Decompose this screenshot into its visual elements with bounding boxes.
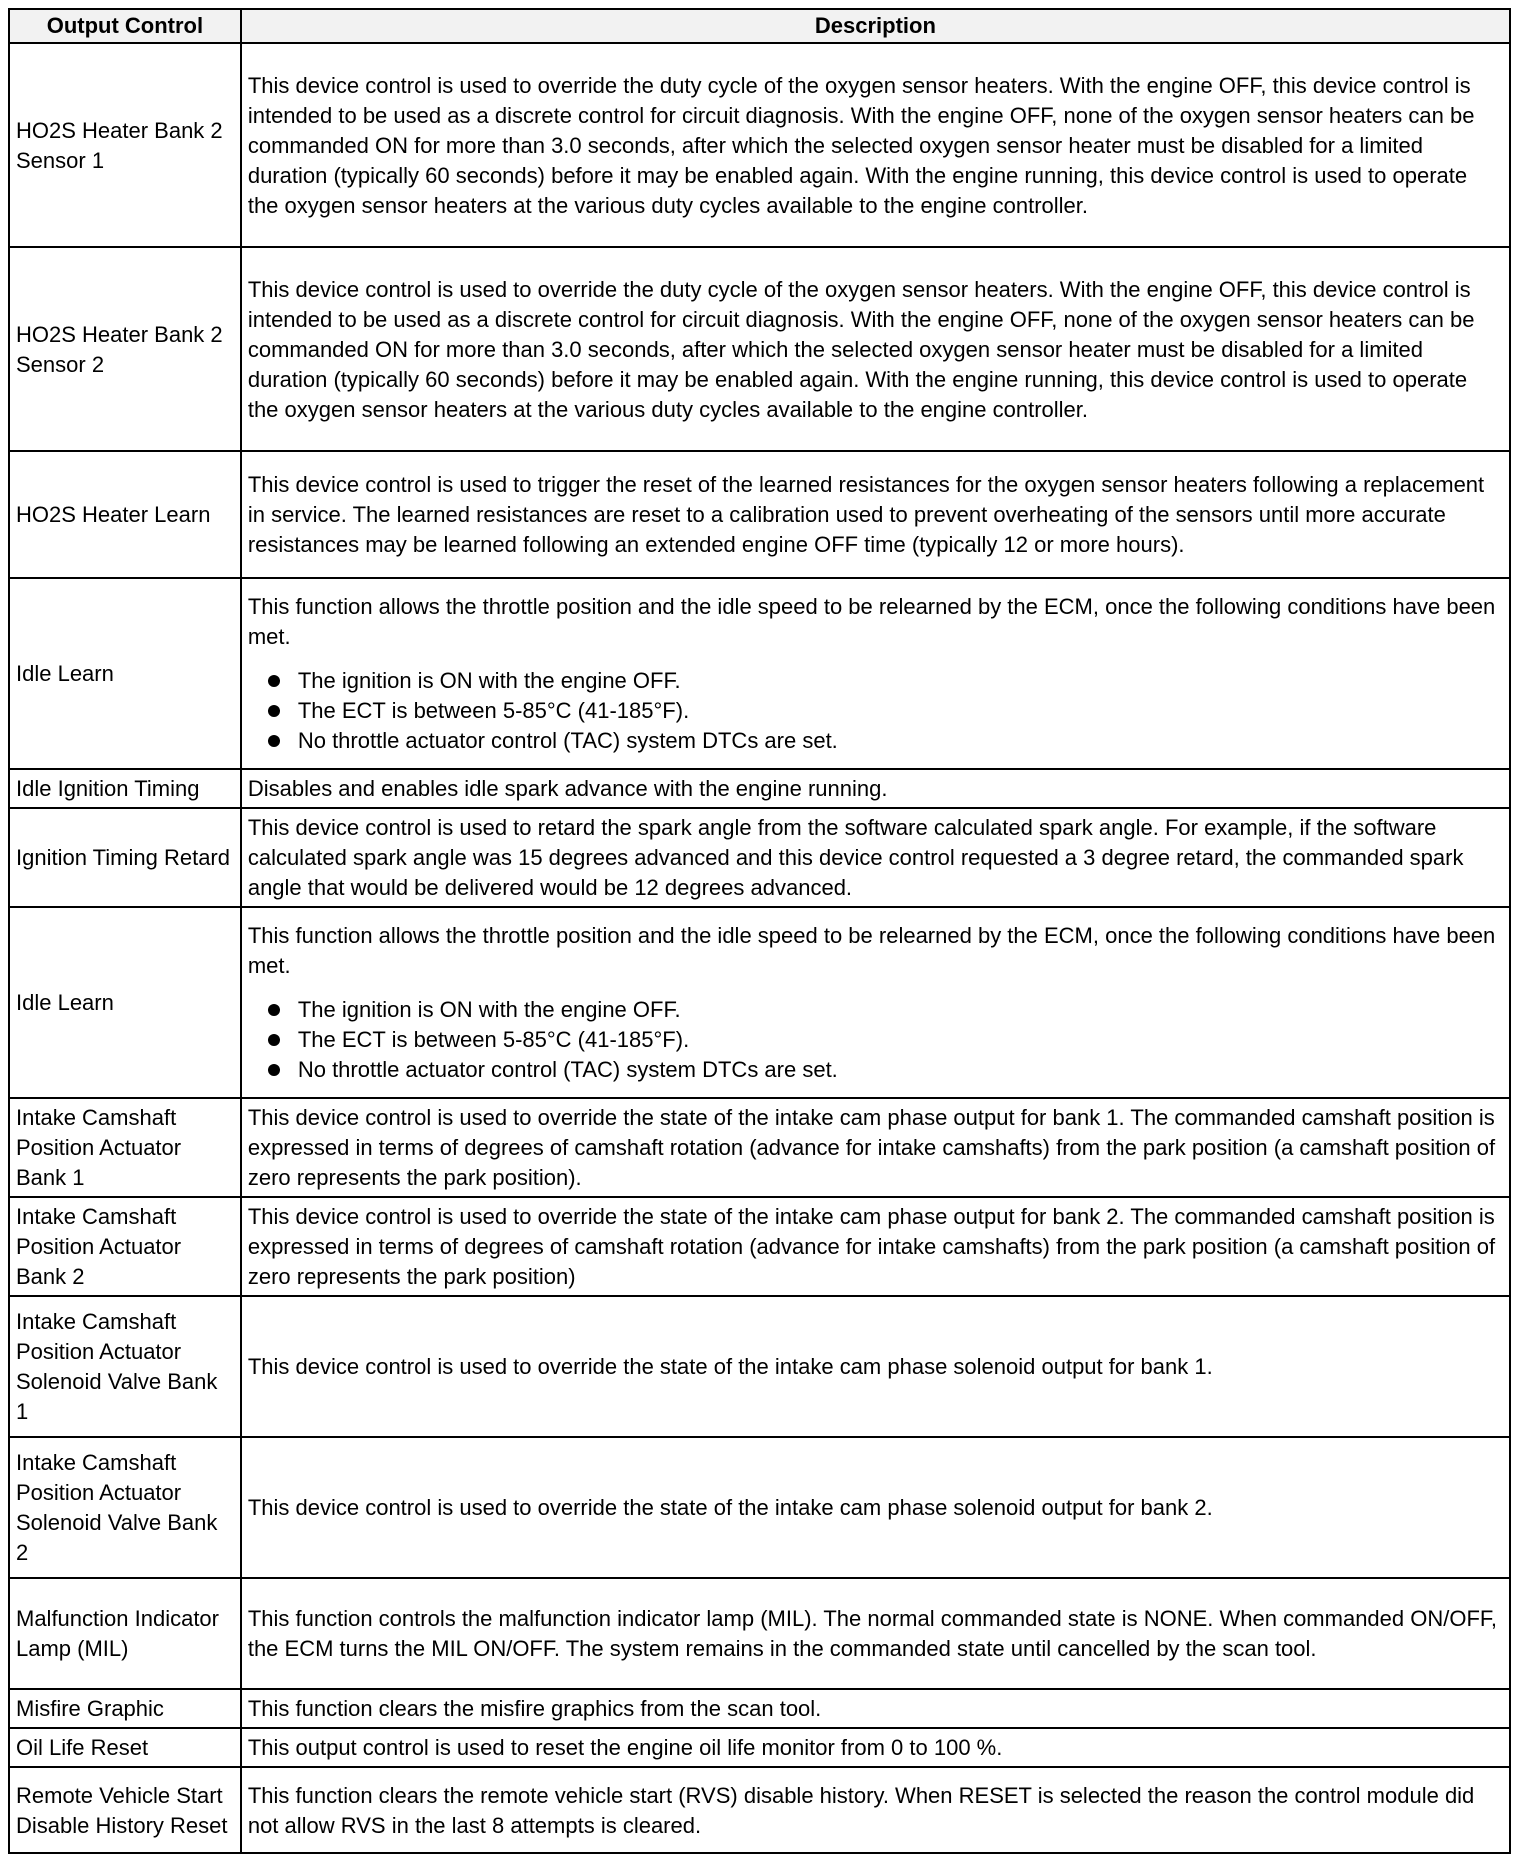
output-control-cell: Idle Ignition Timing — [9, 769, 241, 808]
description-text: This device control is used to override the state of the intake cam phase solenoid output for bank 2. — [247, 1495, 1213, 1520]
output-control-cell: Misfire Graphic — [9, 1689, 241, 1728]
description-cell — [241, 247, 1510, 451]
table-row — [9, 1437, 1510, 1578]
condition-item: No throttle actuator control (TAC) system DTCs are set. — [266, 1055, 1503, 1085]
output-control-cell: Intake Camshaft Position Actuator Solenoid Valve Bank 2 — [9, 1437, 241, 1578]
description-text: This function allows the throttle position and the idle speed to be relearned by the ECM, once the following conditions have been met. — [247, 923, 1496, 978]
description-text: This function allows the throttle position and the idle speed to be relearned by the ECM, once the following conditions have been met. — [247, 594, 1496, 649]
table-row — [9, 1296, 1510, 1437]
description-header: Description — [241, 9, 1510, 43]
description-cell — [241, 578, 1510, 769]
description-text: This function clears the remote vehicle start (RVS) disable history. When RESET is selected the reason the control module did not allow RVS in the last 8 attempts is cleared. — [247, 1782, 1475, 1838]
description-text: This output control is used to reset the engine oil life monitor from 0 to 100 %. — [247, 1735, 1003, 1760]
description-text: This function controls the malfunction indicator lamp (MIL). The normal commanded state is NONE. When commanded ON/OFF, the ECM turns the MIL ON/OFF. The system remains in the commanded state until cancelled by the scan tool. — [247, 1606, 1498, 1661]
description-cell — [241, 1437, 1510, 1578]
output-control-cell: HO2S Heater Bank 2 Sensor 1 — [9, 43, 241, 247]
description-cell — [241, 1098, 1510, 1197]
table-row — [9, 1689, 1510, 1728]
table-row — [9, 1098, 1510, 1197]
output-control-header: Output Control — [9, 9, 241, 43]
description-cell — [241, 451, 1510, 578]
description-cell — [241, 1689, 1510, 1728]
header-row — [9, 9, 1510, 43]
table-row — [9, 1578, 1510, 1689]
description-cell — [241, 1578, 1510, 1689]
output-control-cell: Intake Camshaft Position Actuator Solenoid Valve Bank 1 — [9, 1296, 241, 1437]
description-text: This device control is used to override the duty cycle of the oxygen sensor heaters. With the engine OFF, this device control is intended to be used as a discrete control for circuit diagnosis. With the engine OFF, none of the oxygen sensor heaters can be commanded ON for more than 3.0 seconds, after which the selected oxygen sensor heater must be disabled for a limited duration (typically 60 seconds) before it may be enabled again. With the engine running, this device control is used to operate the oxygen sensor heaters at the various duty cycles available to the engine controller. — [247, 72, 1475, 218]
table-row — [9, 451, 1510, 578]
description-text: This device control is used to retard the spark angle from the software calculated spark angle. For example, if the software calculated spark angle was 15 degrees advanced and this device control requested a 3 degree retard, the commanded spark angle that would be delivered would be 12 degrees advanced. — [247, 815, 1464, 900]
output-control-cell: Idle Learn — [9, 578, 241, 769]
description-cell — [241, 769, 1510, 808]
conditions-list — [248, 666, 1503, 756]
output-control-cell: Ignition Timing Retard — [9, 808, 241, 907]
output-control-cell: Remote Vehicle Start Disable History Reset — [9, 1767, 241, 1853]
condition-item: The ignition is ON with the engine OFF. — [266, 995, 1503, 1025]
output-control-cell: HO2S Heater Bank 2 Sensor 2 — [9, 247, 241, 451]
description-cell — [241, 1767, 1510, 1853]
table-row — [9, 43, 1510, 247]
condition-item: The ignition is ON with the engine OFF. — [266, 666, 1503, 696]
description-cell — [241, 1728, 1510, 1767]
description-text: This device control is used to override the state of the intake cam phase output for bank 2. The commanded camshaft position is expressed in terms of degrees of camshaft rotation (advance for intake camshafts) from the park position (a camshaft position of zero represents the park position) — [247, 1204, 1496, 1289]
description-text: This device control is used to trigger the reset of the learned resistances for the oxygen sensor heaters following a replacement in service. The learned resistances are reset to a calibration used to prevent overheating of the sensors until more accurate resistances may be learned following an extended engine OFF time (typically 12 or more hours). — [247, 472, 1485, 557]
description-text: This device control is used to override the state of the intake cam phase output for bank 1. The commanded camshaft position is expressed in terms of degrees of camshaft rotation (advance for intake camshafts) from the park position (a camshaft position of zero represents the park position). — [247, 1105, 1496, 1190]
output-control-cell: Idle Learn — [9, 907, 241, 1098]
table-row — [9, 1728, 1510, 1767]
condition-item: The ECT is between 5-85°C (41-185°F). — [266, 696, 1503, 726]
condition-item: The ECT is between 5-85°C (41-185°F). — [266, 1025, 1503, 1055]
table-row — [9, 1767, 1510, 1853]
output-control-cell: Intake Camshaft Position Actuator Bank 2 — [9, 1197, 241, 1296]
description-text: This function clears the misfire graphics from the scan tool. — [247, 1696, 822, 1721]
conditions-list — [248, 995, 1503, 1085]
table-row — [9, 1197, 1510, 1296]
output-control-cell: Malfunction Indicator Lamp (MIL) — [9, 1578, 241, 1689]
table-row — [9, 769, 1510, 808]
output-control-cell: HO2S Heater Learn — [9, 451, 241, 578]
table-row — [9, 808, 1510, 907]
description-text: This device control is used to override the state of the intake cam phase solenoid output for bank 1. — [247, 1354, 1213, 1379]
description-cell — [241, 808, 1510, 907]
condition-item: No throttle actuator control (TAC) system DTCs are set. — [266, 726, 1503, 756]
description-text: This device control is used to override the duty cycle of the oxygen sensor heaters. With the engine OFF, this device control is intended to be used as a discrete control for circuit diagnosis. With the engine OFF, none of the oxygen sensor heaters can be commanded ON for more than 3.0 seconds, after which the selected oxygen sensor heater must be disabled for a limited duration (typically 60 seconds) before it may be enabled again. With the engine running, this device control is used to operate the oxygen sensor heaters at the various duty cycles available to the engine controller. — [247, 276, 1475, 422]
table-row — [9, 907, 1510, 1098]
description-text: Disables and enables idle spark advance with the engine running. — [247, 776, 888, 801]
description-cell — [241, 1296, 1510, 1437]
table-body — [9, 43, 1510, 1853]
description-cell — [241, 1197, 1510, 1296]
table-row — [9, 578, 1510, 769]
description-cell — [241, 43, 1510, 247]
output-control-table — [8, 8, 1511, 1854]
output-control-cell: Oil Life Reset — [9, 1728, 241, 1767]
table-row — [9, 247, 1510, 451]
output-control-cell: Intake Camshaft Position Actuator Bank 1 — [9, 1098, 241, 1197]
description-cell — [241, 907, 1510, 1098]
